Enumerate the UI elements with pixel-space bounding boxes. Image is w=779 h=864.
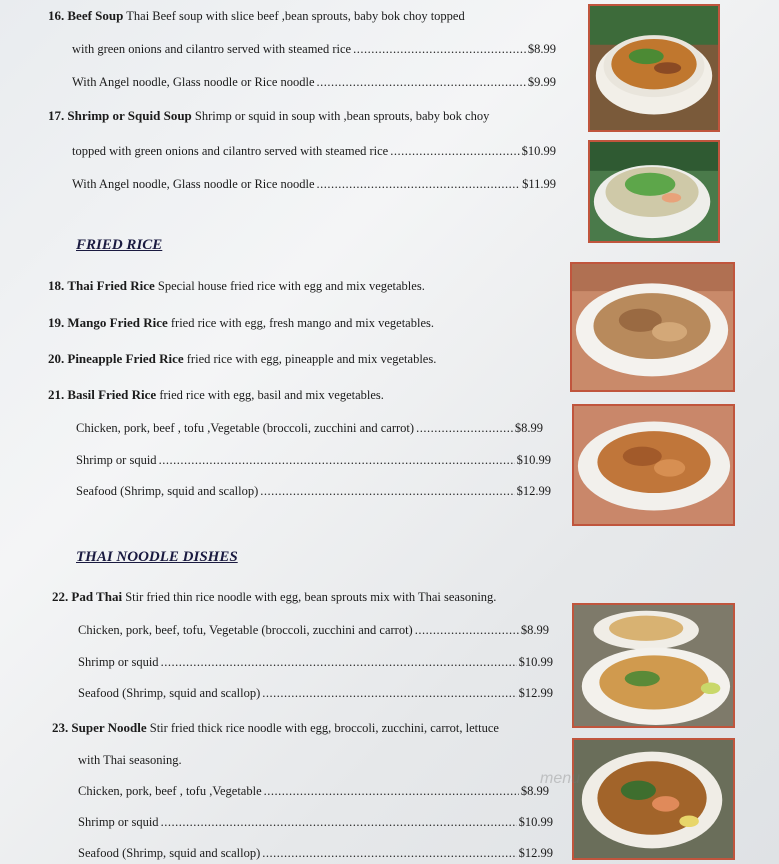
price-line bbox=[76, 483, 551, 499]
basil-fried-rice-photo bbox=[572, 404, 735, 526]
item-number: 23. bbox=[52, 720, 69, 735]
price-line-label: with green onions and cilantro served with steamed rice bbox=[72, 42, 352, 56]
watermark: menu bbox=[540, 770, 581, 787]
item-23-title bbox=[52, 720, 499, 736]
item-description: fried rice with egg, pineapple and mix vegetables. bbox=[186, 352, 437, 366]
item-19-title bbox=[48, 315, 434, 331]
item-23-description-cont: with Thai seasoning. bbox=[78, 753, 182, 767]
item-17-title bbox=[48, 108, 489, 124]
price: $12.99 bbox=[518, 846, 553, 860]
price-line bbox=[78, 685, 553, 701]
price-line-label: Chicken, pork, beef , tofu ,Vegetable (broccoli, zucchini and carrot) bbox=[76, 421, 415, 435]
price: $8.99 bbox=[520, 784, 549, 798]
item-description: Thai Beef soup with slice beef ,bean sprouts, baby bok choy topped bbox=[126, 9, 465, 23]
price: $8.99 bbox=[520, 623, 549, 637]
item-number: 21. bbox=[48, 387, 65, 402]
item-name: Pineapple Fried Rice bbox=[67, 351, 184, 366]
price: $8.99 bbox=[527, 42, 556, 56]
price: $10.99 bbox=[521, 144, 556, 158]
item-name: Mango Fried Rice bbox=[67, 315, 168, 330]
item-number: 16. bbox=[48, 8, 65, 23]
price-line bbox=[76, 420, 543, 436]
thai-fried-rice-photo bbox=[570, 262, 735, 392]
price-line bbox=[78, 654, 553, 670]
item-number: 19. bbox=[48, 315, 65, 330]
price: $10.99 bbox=[518, 655, 553, 669]
price-line-label: Shrimp or squid bbox=[76, 453, 157, 467]
item-name: Thai Fried Rice bbox=[67, 278, 155, 293]
item-description: Special house fried rice with egg and mix vegetables. bbox=[157, 279, 425, 293]
beef-soup-photo bbox=[588, 4, 720, 132]
price-line bbox=[78, 622, 549, 638]
item-16-title bbox=[48, 8, 465, 24]
price-line-label: Shrimp or squid bbox=[78, 815, 159, 829]
item-name: Beef Soup bbox=[67, 8, 124, 23]
price: $11.99 bbox=[522, 177, 556, 191]
price-line bbox=[78, 845, 553, 861]
item-number: 18. bbox=[48, 278, 65, 293]
item-description: Stir fried thick rice noodle with egg, broccoli, zucchini, carrot, lettuce bbox=[149, 721, 499, 735]
section-heading-fried-rice: FRIED RICE bbox=[76, 237, 163, 253]
super-noodle-photo bbox=[572, 738, 735, 860]
price-line bbox=[76, 452, 551, 468]
item-name: Basil Fried Rice bbox=[67, 387, 157, 402]
price: $9.99 bbox=[527, 75, 556, 89]
shrimp-squid-soup-photo bbox=[588, 140, 720, 243]
item-18-title bbox=[48, 278, 425, 294]
price: $12.99 bbox=[518, 686, 553, 700]
item-20-title bbox=[48, 351, 436, 367]
price-line-label: Shrimp or squid bbox=[78, 655, 159, 669]
price-line bbox=[72, 143, 556, 159]
item-21-title bbox=[48, 387, 384, 403]
price-line bbox=[78, 783, 549, 799]
item-description: fried rice with egg, basil and mix vegetables. bbox=[159, 388, 384, 402]
item-description: Stir fried thin rice noodle with egg, bean sprouts mix with Thai seasoning. bbox=[125, 590, 497, 604]
item-number: 22. bbox=[52, 589, 69, 604]
price-line bbox=[72, 176, 556, 192]
price-line bbox=[72, 74, 556, 90]
section-heading-noodle: THAI NOODLE DISHES bbox=[76, 549, 238, 565]
item-22-title bbox=[52, 589, 496, 605]
pad-thai-photo bbox=[572, 603, 735, 728]
price-line-label: Seafood (Shrimp, squid and scallop) bbox=[76, 484, 259, 498]
price-line-label: Seafood (Shrimp, squid and scallop) bbox=[78, 686, 261, 700]
item-number: 17. bbox=[48, 108, 65, 123]
price-line-label: topped with green onions and cilantro served with steamed rice bbox=[72, 144, 389, 158]
item-name: Shrimp or Squid Soup bbox=[67, 108, 192, 123]
price-line-label: Seafood (Shrimp, squid and scallop) bbox=[78, 846, 261, 860]
price: $12.99 bbox=[516, 484, 551, 498]
price-line-label: With Angel noodle, Glass noodle or Rice noodle bbox=[72, 177, 315, 191]
price-line-label: Chicken, pork, beef , tofu ,Vegetable bbox=[78, 784, 262, 798]
price: $10.99 bbox=[518, 815, 553, 829]
item-description: fried rice with egg, fresh mango and mix vegetables. bbox=[170, 316, 434, 330]
item-description: Shrimp or squid in soup with ,bean sprouts, baby bok choy bbox=[194, 109, 490, 123]
price-line bbox=[78, 814, 553, 830]
price: $8.99 bbox=[514, 421, 543, 435]
price: $10.99 bbox=[516, 453, 551, 467]
item-number: 20. bbox=[48, 351, 65, 366]
item-name: Super Noodle bbox=[71, 720, 147, 735]
item-name: Pad Thai bbox=[71, 589, 123, 604]
price-line-label: Chicken, pork, beef, tofu, Vegetable (broccoli, zucchini and carrot) bbox=[78, 623, 413, 637]
price-line-label: With Angel noodle, Glass noodle or Rice noodle bbox=[72, 75, 315, 89]
price-line bbox=[72, 41, 556, 57]
